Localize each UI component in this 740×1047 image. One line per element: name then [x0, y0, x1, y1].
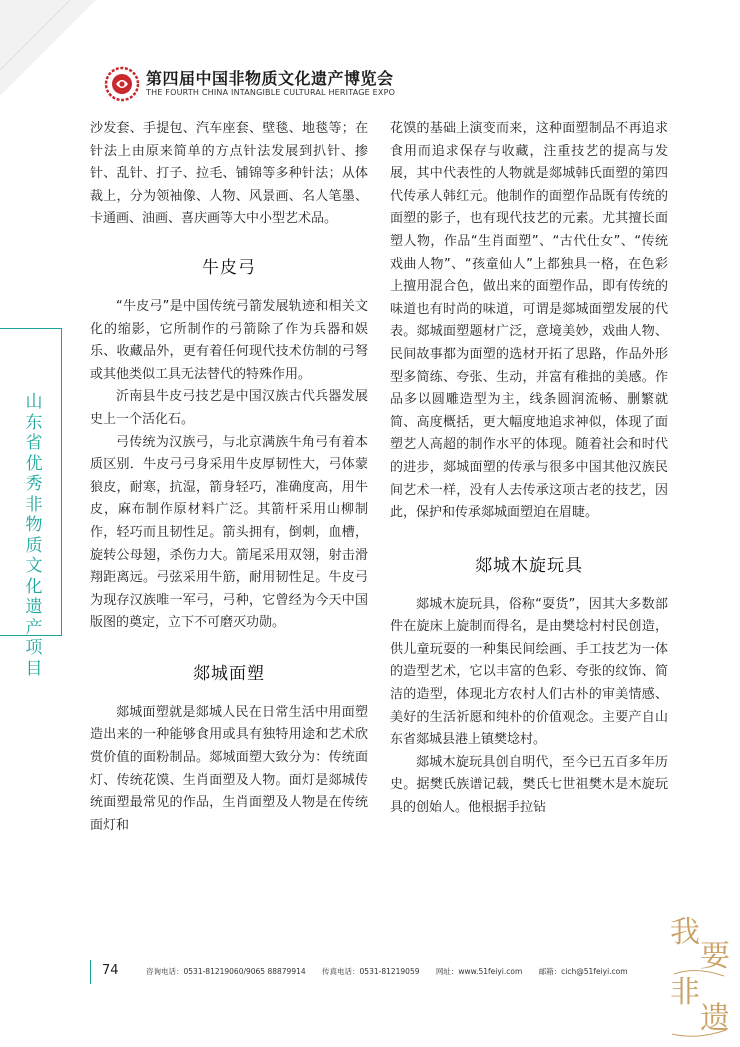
website-link[interactable]: 网址：www.51feiyi.com — [435, 967, 523, 976]
right-column — [390, 118, 668, 820]
side-label-char: 项 — [25, 638, 43, 658]
paragraph-dough-sculpture-continued: 花馍的基础上演变而来，这种面塑制品不再追求食用而追求保存与收藏，注重技艺的提高与发展，其中代表性的人物就是郯城韩氏面塑的第四代传承人韩红元。他制作的面塑作品既有传统的面塑的影子，也有现代技艺的元素。尤其擅长面塑人物，作品“生肖面塑”、“古代仕女”、“传统戏曲人物”、“孩童仙人”上都独具一格，在色彩上擅用混合色，做出来的面塑作品，即有传统的味道也有时尚的味道，可谓是郯城面塑发展的代表。郯城面塑题材广泛，意境美妙，戏曲人物、民间故事都为面塑的选材开拓了思路，作品外形型多简练、夸张、生动，并富有稚拙的美感。作品多以圆雕造型为主，线条圆润流畅、删繁就简、高度概括，更大幅度地追求神似，体现了面塑艺人高超的制作水平的体现。随着社会和时代的进步，郯城面塑的传承与很多中国其他汉族民间艺术一样，没有人去传承这项古老的技艺，因此，保护和传承郯城面塑迫在眉睫。 — [390, 121, 668, 521]
side-label-char: 优 — [25, 453, 43, 474]
page-number: 74 — [102, 963, 119, 978]
side-category-label — [22, 392, 46, 679]
fax-number: 传真电话：0531-81219059 — [322, 967, 420, 976]
expo-logo-icon — [104, 66, 140, 102]
paragraph-cowhide-bow-craft: 弓传统为汉族弓，与北京满族牛角弓有着本质区别．牛皮弓弓身采用牛皮厚韧性大，弓体蒙狼皮，耐寒，抗湿，箭身轻巧，准确度高，用牛皮，麻布制作原材料广泛。其箭杆采用山柳制作，轻巧而且韧性足。箭头拥有，倒刺，血槽，旋转公母翅，杀伤力大。箭尾采用双翎，射击滑翔距离远。弓弦采用牛筋，耐用韧性足。牛皮弓为现存汉族唯一军弓，弓种，它曾经为今天中国版图的奠定，立下不可磨灭功勋。 — [90, 434, 368, 631]
paragraph-wooden-toys-history: 郯城木旋玩具创自明代，至今已五百多年历史。据樊氏族谱记载，樊氏七世祖樊木是木旋玩具的创始人。他根据手拉钻 — [390, 754, 668, 816]
seal-char: 我 — [670, 915, 700, 950]
expo-title-english: THE FOURTH CHINA INTANGIBLE CULTURAL HERITAGE EXPO — [146, 88, 396, 97]
page-footer — [90, 962, 710, 982]
paragraph-cowhide-bow-intro: “牛皮弓”是中国传统弓箭发展轨迹和相关文化的缩影，它所制作的弓箭除了作为兵器和娱乐、收藏品外，更有着任何现代技术仿制的弓弩或其他类似工具无法替代的特殊作用。 — [90, 298, 368, 382]
seal-logo — [666, 912, 732, 1042]
section-heading-wooden-spinning-toys: 郯城木旋玩具 — [475, 555, 583, 576]
footer-contacts — [146, 966, 642, 977]
seal-char: 遗 — [700, 1001, 730, 1036]
consult-phone: 咨询电话：0531-81219060/9065 88879914 — [146, 967, 306, 976]
email-link[interactable]: 邮箱：cich@51feiyi.com — [538, 967, 628, 976]
paragraph-dough-sculpture-intro: 郯城面塑就是郯城人民在日常生活中用面塑造出来的一种能够食用或具有独特用途和艺术欣赏价值的面粉制品。郯城面塑大致分为：传统面灯、传统花馍、生肖面塑及人物。面灯是郯城传统面塑最常见的作品，生肖面塑及人物是在传统面灯和 — [90, 704, 368, 833]
side-label-char: 遗 — [25, 597, 43, 617]
side-label-char: 质 — [25, 535, 43, 556]
left-column — [90, 118, 368, 837]
footer-divider — [90, 960, 91, 984]
seal-char: 非 — [670, 975, 700, 1010]
paragraph-cowhide-bow-history: 沂南县牛皮弓技艺是中国汉族古代兵器发展史上一个活化石。 — [90, 389, 368, 427]
side-label-char: 产 — [25, 617, 43, 638]
section-heading-tancheng-dough-sculpture: 郯城面塑 — [193, 663, 265, 684]
side-label-char: 秀 — [25, 474, 43, 494]
side-label-char: 东 — [25, 412, 43, 433]
seal-char: 要 — [700, 939, 730, 974]
side-label-char: 目 — [25, 658, 43, 679]
expo-title-chinese: 第四届中国非物质文化遗产博览会 — [146, 69, 394, 88]
side-label-char: 山 — [25, 392, 43, 412]
side-label-char: 物 — [25, 515, 43, 535]
side-label-char: 非 — [25, 494, 43, 515]
corner-decoration — [0, 0, 110, 110]
side-label-char: 文 — [25, 556, 43, 576]
paragraph-embroidery-continued: 沙发套、手提包、汽车座套、壁毯、地毯等；在针法上由原来简单的方点针法发展到扒针、掺针、乱针、打子、拉毛、铺锦等多种针法；从体裁上，分为领袖像、人物、风景画、名人笔墨、卡通画、油画、喜庆画等大中小型艺术品。 — [90, 121, 368, 227]
paragraph-wooden-toys-intro: 郯城木旋玩具，俗称“耍货”，因其大多数部件在旋床上旋制而得名，是由樊埝村村民创造，供儿童玩耍的一种集民间绘画、手工技艺为一体的造型艺术，它以丰富的色彩、夸张的纹饰、简洁的造型，体现北方农村人们古朴的审美情感、美好的生活祈愿和纯朴的价值观念。主要产自山东省郯城县港上镇樊埝村。 — [390, 596, 668, 748]
side-label-char: 省 — [25, 433, 43, 453]
section-heading-cowhide-bow: 牛皮弓 — [202, 257, 256, 278]
side-label-char: 化 — [25, 576, 43, 597]
